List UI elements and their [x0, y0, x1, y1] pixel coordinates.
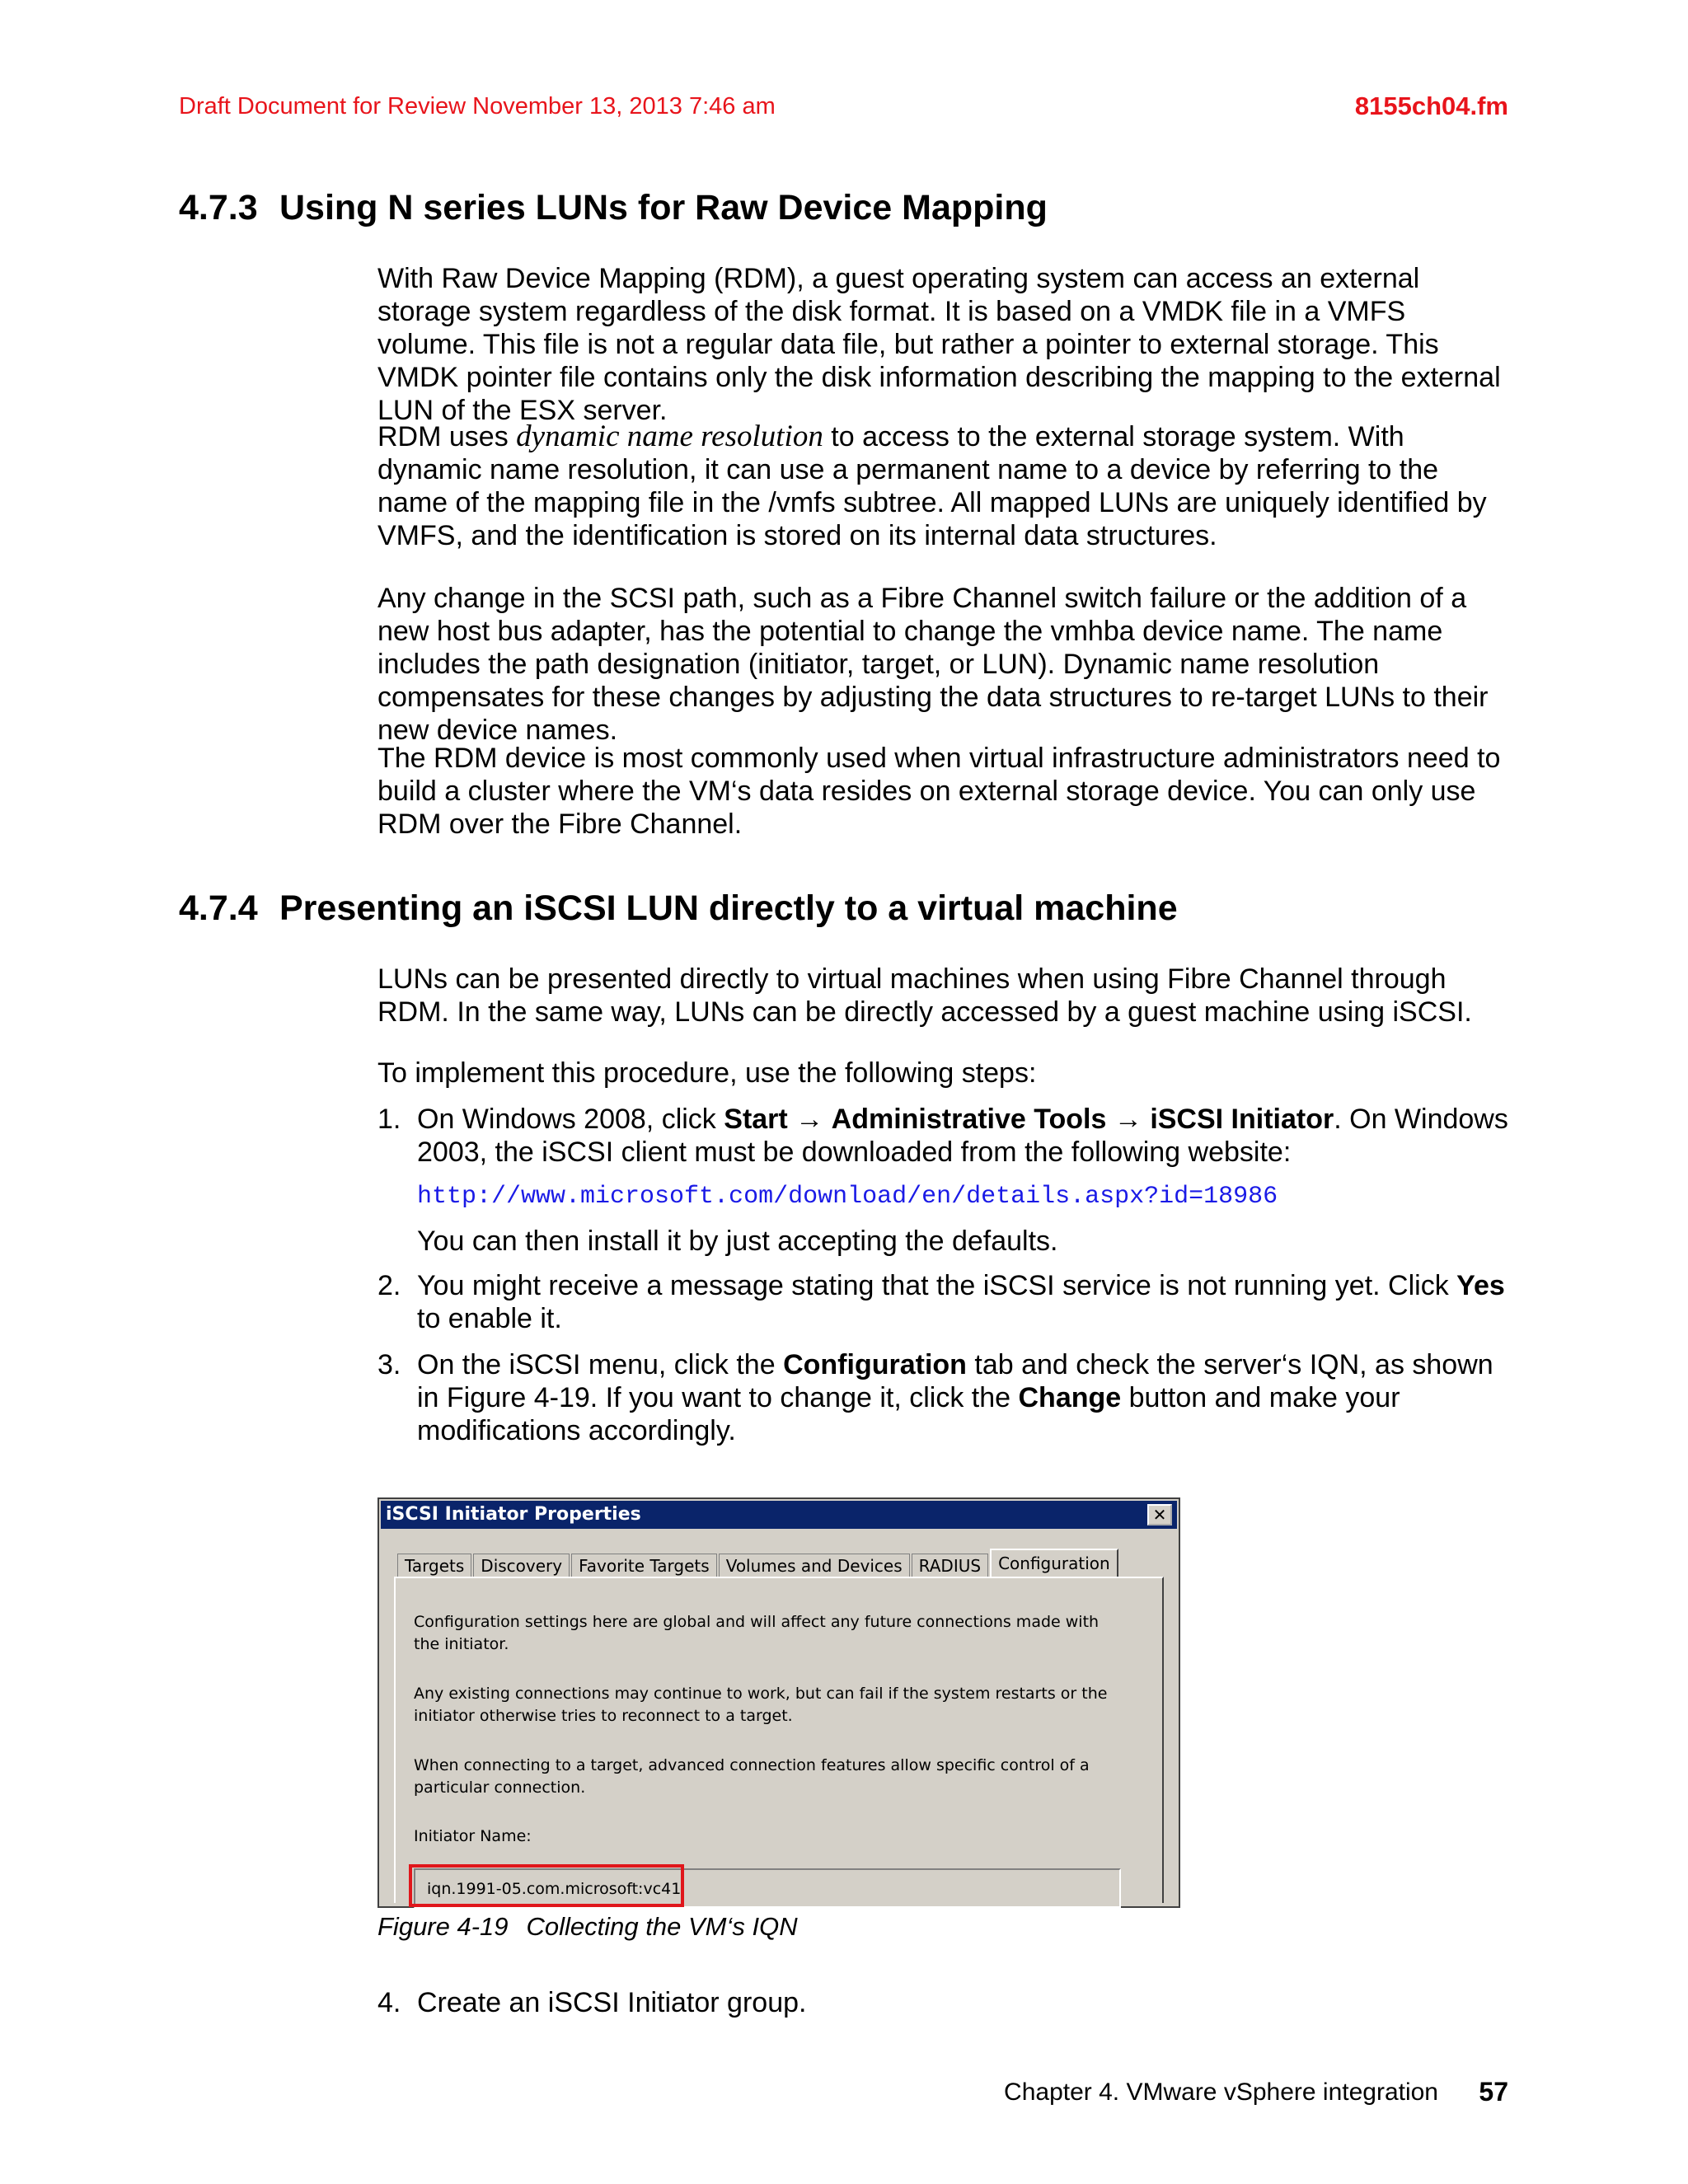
step-number: 4.: [377, 1987, 401, 2018]
text-run: On the iSCSI menu, click the: [417, 1349, 784, 1380]
text-run: to access to the external storage system. With dynamic name resolution, it can use a permanent name to a device by referring to the name of the mapping file in the /vmfs subtree. All mapped LUNs are uniquely identified by VMFS, and the identification is stored on its internal data structures.: [377, 421, 1487, 551]
highlight-box: [409, 1864, 684, 1907]
section-number: 4.7.3: [179, 188, 258, 227]
paragraph: [377, 420, 1511, 552]
section-heading-473: [179, 188, 1048, 228]
tab-configuration[interactable]: Configuration: [990, 1549, 1118, 1578]
ui-term: iSCSI Initiator: [1150, 1104, 1334, 1135]
step-number: 1.: [377, 1104, 401, 1135]
tab-favorite-targets[interactable]: Favorite Targets: [571, 1554, 717, 1577]
section-heading-474: [179, 888, 1178, 929]
paragraph: [377, 1057, 1511, 1090]
connections-note: Any existing connections may continue to work, but can fail if the system restarts or the initiator otherwise tries to reconnect to a target.: [414, 1685, 1108, 1725]
step-item: [377, 1348, 1511, 1447]
step-list: [377, 1103, 1511, 1447]
paragraph-text: Any change in the SCSI path, such as a Fibre Channel switch failure or the addition of a new host bus adapter, has the potential to change the vmhba device name. The name includes the path designation (initiator, target, or LUN). Dynamic name resolution compensates for these changes by adjusting the data structures to re-target LUNs to their new device names.: [377, 583, 1489, 746]
step-item: [377, 1269, 1511, 1335]
figure-caption: [377, 1912, 798, 1942]
emphasis-term: dynamic name resolution: [516, 419, 823, 453]
paragraph: [377, 963, 1511, 1029]
paragraph-text: LUNs can be presented directly to virtual machines when using Fibre Channel through RDM. In the same way, LUNs can be directly accessed by a guest machine using iSCSI.: [377, 963, 1472, 1028]
config-description: Configuration settings here are global and will affect any future connections made with the initiator.: [414, 1613, 1100, 1653]
footer-chapter: Chapter 4. VMware vSphere integration: [1004, 2079, 1438, 2106]
step-list: [377, 1986, 1511, 2019]
step-text: [417, 1269, 1511, 1335]
tab-radius[interactable]: RADIUS: [912, 1554, 988, 1577]
step-text: [417, 1103, 1511, 1169]
advanced-features-note: When connecting to a target, advanced connection features allow specific control of a particular connection.: [414, 1756, 1090, 1797]
step-text: Create an iSCSI Initiator group.: [417, 1987, 807, 2018]
arrow: →: [787, 1104, 832, 1135]
paragraph-text: To implement this procedure, use the following steps:: [377, 1057, 1037, 1089]
paragraph: [377, 742, 1511, 841]
dialog-title: iSCSI Initiator Properties: [386, 1504, 641, 1525]
page-number: 57: [1479, 2077, 1508, 2107]
paragraph-text: With Raw Device Mapping (RDM), a guest operating system can access an external storage system regardless of the disk format. It is based on a VMDK file in a VMFS volume. This file is not a regular data file, but rather a pointer to external storage. This VMDK pointer file contains only the disk information describing the mapping to the external LUN of the ESX server.: [377, 263, 1501, 426]
text-run: You might receive a message stating that the iSCSI service is not running yet. Click: [417, 1270, 1457, 1301]
download-link[interactable]: http://www.microsoft.com/download/en/details.aspx?id=18986: [417, 1183, 1278, 1211]
figure-number: Figure 4-19: [377, 1912, 509, 1941]
ui-term: Configuration: [783, 1349, 967, 1380]
section-number: 4.7.4: [179, 888, 258, 928]
running-header-filename: 8155ch04.fm: [1354, 91, 1508, 120]
dialog-titlebar: [381, 1501, 1177, 1529]
close-button[interactable]: [1147, 1504, 1172, 1526]
text-run: to enable it.: [417, 1303, 562, 1334]
tab-volumes-and-devices[interactable]: Volumes and Devices: [719, 1554, 910, 1577]
text-run: button and make your modifications accordingly.: [417, 1382, 1400, 1446]
arrow: →: [1106, 1104, 1151, 1135]
tab-targets[interactable]: Targets: [397, 1554, 471, 1577]
initiator-name-label: Initiator Name:: [414, 1827, 532, 1845]
ui-term: Change: [1018, 1382, 1122, 1413]
iscsi-initiator-dialog: [377, 1497, 1180, 1908]
ui-term: Start: [724, 1104, 788, 1135]
step-number: 3.: [377, 1349, 401, 1380]
step-number: 2.: [377, 1270, 401, 1301]
text-run: . On Windows 2003, the iSCSI client must be downloaded from the following website:: [417, 1104, 1508, 1168]
paragraph-text: [377, 420, 1511, 552]
step-item: [377, 1103, 1511, 1258]
paragraph: [377, 582, 1511, 747]
ui-term: Administrative Tools: [831, 1104, 1107, 1135]
section-title: Presenting an iSCSI LUN directly to a virtual machine: [279, 888, 1178, 928]
paragraph-text: The RDM device is most commonly used when virtual infrastructure administrators need to build a cluster where the VM‘s data resides on external storage device. You can only use RDM over the Fibre Channel.: [377, 743, 1501, 840]
initiator-name-value: iqn.1991-05.com.microsoft:vc41: [427, 1880, 682, 1898]
close-icon: ✕: [1152, 1505, 1167, 1525]
text-run: tab and check the server‘s IQN, as shown in Figure 4-19. If you want to change it, click the: [417, 1349, 1493, 1413]
section-title: Using N series LUNs for Raw Device Mapping: [279, 188, 1048, 227]
paragraph: [377, 262, 1511, 427]
configuration-panel: [394, 1577, 1164, 1903]
running-header-draft: Draft Document for Review November 13, 2013 7:46 am: [179, 93, 776, 120]
figure-caption-text: Collecting the VM‘s IQN: [526, 1912, 798, 1941]
step-text: You can then install it by just accepting the defaults.: [417, 1226, 1058, 1257]
tab-strip: [397, 1547, 1120, 1577]
tab-discovery[interactable]: Discovery: [473, 1554, 570, 1577]
ui-term: Yes: [1456, 1270, 1505, 1301]
step-item: [377, 1986, 1511, 2019]
text-run: On Windows 2008, click: [417, 1104, 724, 1135]
step-text: [417, 1348, 1511, 1447]
text-run: RDM uses: [377, 421, 517, 452]
